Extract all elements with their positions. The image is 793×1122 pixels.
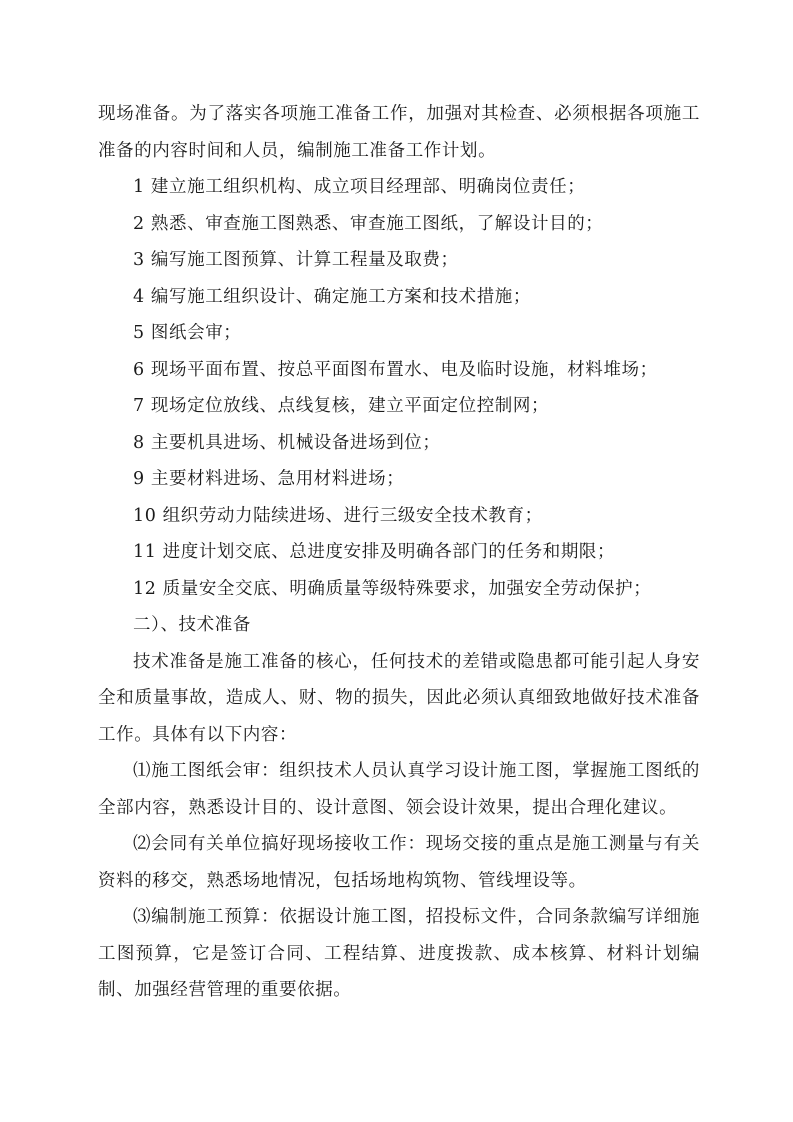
section-heading-technical-preparation: 二）、技术准备	[133, 615, 251, 635]
list-item-2: 2 熟悉、审查施工图熟悉、审查施工图纸，了解设计目的；	[133, 213, 604, 234]
list-item-7: 7 现场定位放线、点线复核，建立平面定位控制网；	[133, 396, 550, 416]
list-item-3: 3 编写施工图预算、计算工程量及取费；	[133, 250, 459, 270]
paragraph-site-handover: ⑵会同有关单位搞好现场接收工作：现场交接的重点是施工测量与有关资料的移交，熟悉场地情况，包括场地构筑物、管线埋设等。	[98, 834, 700, 891]
list-item-1: 1 建立施工组织机构、成立项目经理部、明确岗位责任；	[133, 177, 586, 197]
list-item-8: 8 主要机具进场、机械设备进场到位；	[133, 432, 441, 453]
paragraph-construction-budget: ⑶编制施工预算：依据设计施工图，招投标文件，合同条款编写详细施工图预算，它是签订合同、工程结算、进度拨款、成本核算、材料计划编制、加强经营管理的重要依据。	[98, 907, 700, 1000]
list-item-5: 5 图纸会审；	[133, 323, 242, 343]
list-item-11: 11 进度计划交底、总进度安排及明确各部门的任务和期限；	[133, 542, 616, 562]
paragraph-intro: 现场准备。为了落实各项施工准备工作，加强对其检查、必须根据各项施工准备的内容时间和人员，编制施工准备工作计划。	[98, 104, 700, 161]
paragraph-technical-preparation: 技术准备是施工准备的核心，任何技术的差错或隐患都可能引起人身安全和质量事故，造成人、财、物的损失，因此必须认真细致地做好技术准备工作。具体有以下内容：	[98, 651, 700, 745]
document-page	[98, 96, 700, 1009]
list-item-12: 12 质量安全交底、明确质量等级特殊要求，加强安全劳动保护；	[133, 578, 652, 599]
list-item-4: 4 编写施工组织设计、确定施工方案和技术措施；	[133, 286, 531, 307]
list-item-10: 10 组织劳动力陆续进场、进行三级安全技术教育；	[133, 505, 543, 526]
list-item-9: 9 主要材料进场、急用材料进场；	[133, 469, 405, 489]
list-item-6: 6 现场平面布置、按总平面图布置水、电及临时设施，材料堆场；	[133, 359, 658, 380]
paragraph-drawing-review: ⑴施工图纸会审：组织技术人员认真学习设计施工图，掌握施工图纸的全部内容，熟悉设计目的、设计意图、领会设计效果，提出合理化建议。	[98, 761, 700, 818]
